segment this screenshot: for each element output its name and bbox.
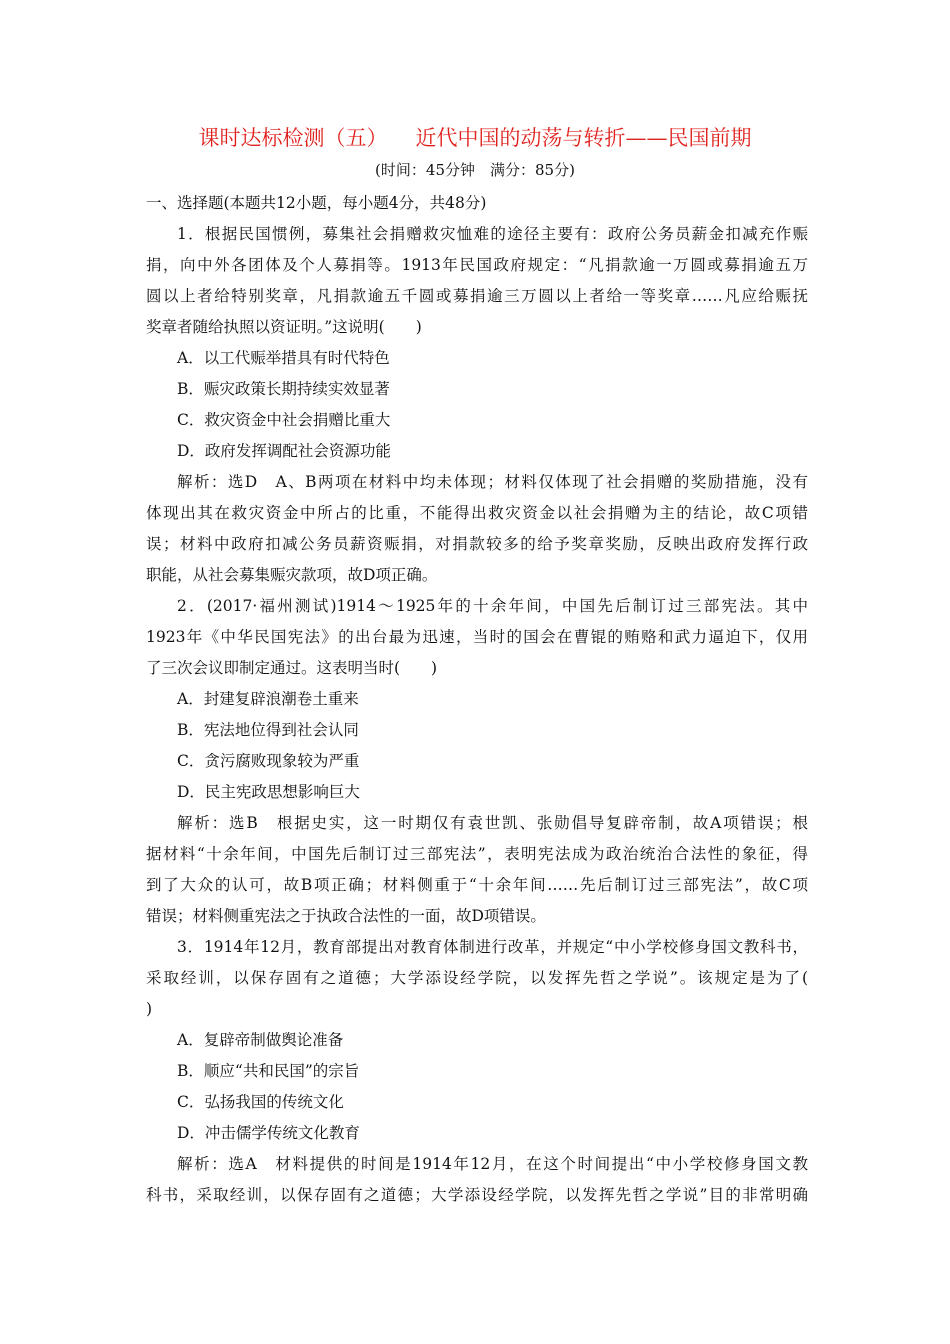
analysis-line: 到了大众的认可，故B项正确；材料侧重于“十余年间……先后制订过三部宪法”，故C项 xyxy=(146,876,808,894)
question-stem-line: 2．(2017·福州测试)1914～1925年的十余年间，中国先后制订过三部宪法。其中 xyxy=(177,597,808,615)
option-c: C．弘扬我国的传统文化 xyxy=(177,1093,344,1111)
document-body xyxy=(146,188,808,1211)
option-b: B．顺应“共和民国”的宗旨 xyxy=(177,1062,360,1080)
section-heading: 一、选择题(本题共12小题，每小题4分，共48分) xyxy=(146,194,487,212)
question-stem-line: ) xyxy=(146,1000,153,1018)
option-a: A．封建复辟浪潮卷土重来 xyxy=(177,690,359,708)
analysis-line: 体现出其在救灾资金中所占的比重，不能得出救灾资金以社会捐赠为主的结论，故C项错 xyxy=(146,504,808,522)
option-c: C．贪污腐败现象较为严重 xyxy=(177,752,360,770)
title-topic: 近代中国的动荡与转折——民国前期 xyxy=(415,126,752,150)
analysis-line: 错误；材料侧重宪法之于执政合法性的一面，故D项错误。 xyxy=(146,907,546,925)
option-d: D．冲击儒学传统文化教育 xyxy=(177,1124,360,1142)
question-1 xyxy=(146,219,808,591)
option-b: B．赈灾政策长期持续实效显著 xyxy=(177,380,390,398)
analysis-line: 据材料“十余年间，中国先后制订过三部宪法”，表明宪法成为政治统治合法性的象征，得 xyxy=(146,845,808,863)
title-main: 课时达标检测（五） xyxy=(198,126,388,150)
option-a: A．以工代赈举措具有时代特色 xyxy=(177,349,390,367)
question-stem-line: 1．根据民国惯例，募集社会捐赠救灾恤难的途径主要有：政府公务员薪金扣减充作赈 xyxy=(177,225,808,243)
analysis-line: 解析：选D A、B两项在材料中均未体现；材料仅体现了社会捐赠的奖励措施，没有 xyxy=(177,473,808,491)
question-stem-line: 圆以上者给特别奖章，凡捐款逾五千圆或募捐逾三万圆以上者给一等奖章……凡应给赈抚 xyxy=(146,287,808,305)
question-stem-line: 1923年《中华民国宪法》的出台最为迅速，当时的国会在曹锟的贿赂和武力逼迫下，仅用 xyxy=(146,628,808,646)
option-c: C．救灾资金中社会捐赠比重大 xyxy=(177,411,391,429)
option-d: D．民主宪政思想影响巨大 xyxy=(177,783,360,801)
analysis-line: 误；材料中政府扣减公务员薪资赈捐，对捐款较多的给予奖章奖励，反映出政府发挥行政 xyxy=(146,535,808,553)
question-stem-line: 采取经训，以保存固有之道德；大学添设经学院，以发挥先哲之学说”。该规定是为了( xyxy=(146,969,808,987)
question-stem-line: 3．1914年12月，教育部提出对教育体制进行改革，并规定“中小学校修身国文教科书， xyxy=(177,938,808,956)
question-2 xyxy=(146,591,808,932)
question-stem-line: 了三次会议即制定通过。这表明当时( ) xyxy=(146,659,438,677)
document-title xyxy=(0,122,950,152)
question-stem-line: 捐，向中外各团体及个人募捐等。1913年民国政府规定：“凡捐款逾一万圆或募捐逾五万 xyxy=(146,256,808,274)
analysis-line: 解析：选B 根据史实，这一时期仅有袁世凯、张勋倡导复辟帝制，故A项错误；根 xyxy=(177,814,808,832)
option-a: A．复辟帝制做舆论准备 xyxy=(177,1031,344,1049)
analysis-line: 职能，从社会募集赈灾款项，故D项正确。 xyxy=(146,566,438,584)
time-and-score: (时间：45分钟 满分：85分) xyxy=(375,161,575,179)
analysis-line: 解析：选A 材料提供的时间是1914年12月，在这个时间提出“中小学校修身国文教 xyxy=(177,1155,808,1173)
question-3 xyxy=(146,932,808,1211)
option-b: B．宪法地位得到社会认同 xyxy=(177,721,359,739)
option-d: D．政府发挥调配社会资源功能 xyxy=(177,442,391,460)
question-stem-line: 奖章者随给执照以资证明。”这说明( ) xyxy=(146,318,422,336)
analysis-line: 科书，采取经训，以保存固有之道德；大学添设经学院，以发挥先哲之学说”目的非常明确 xyxy=(146,1186,808,1204)
